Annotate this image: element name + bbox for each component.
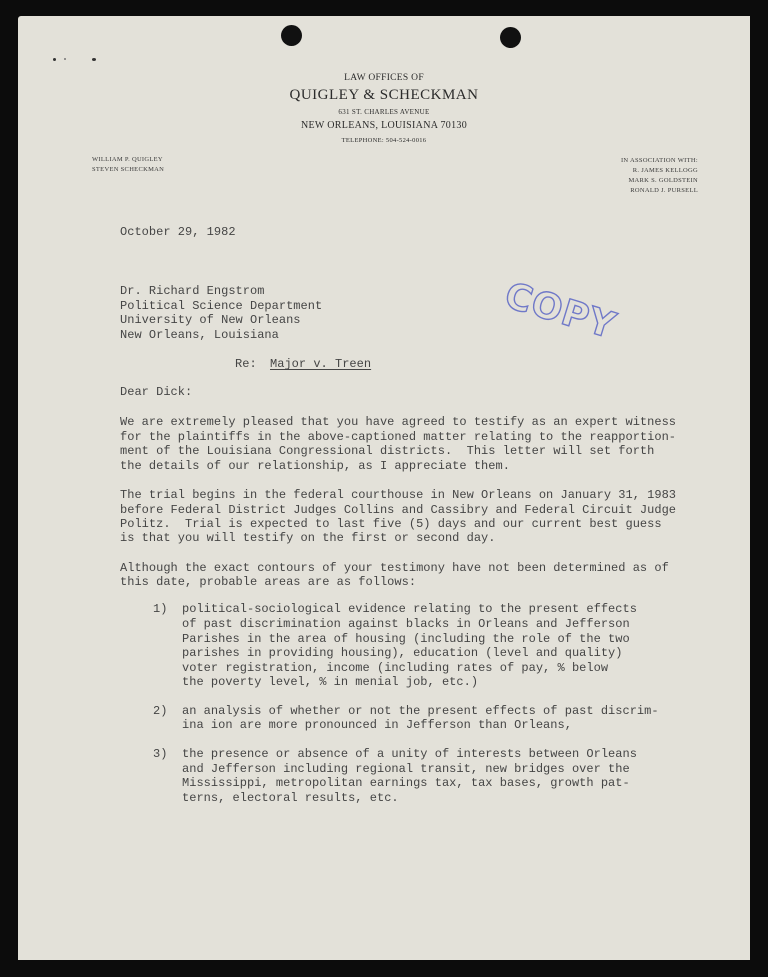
- list-line: ina ion are more pronounced in Jefferson than Orleans,: [182, 718, 572, 732]
- letterhead-line1: LAW OFFICES OF: [344, 73, 424, 83]
- paragraph-line: the details of our relationship, as I appreciate them.: [120, 459, 510, 473]
- paragraph-line: for the plaintiffs in the above-captioned matter relating to the reapportion-: [120, 430, 677, 444]
- association-list: [608, 156, 698, 196]
- paragraph-line: Politz. Trial is expected to last five (5) days and our current best guess: [120, 517, 662, 531]
- partner-list: [92, 155, 164, 175]
- recipient-line: Political Science Department: [120, 299, 323, 313]
- list-line: an analysis of whether or not the present effects of past discrim-: [182, 704, 659, 718]
- stray-mark: [92, 58, 96, 61]
- list-line: Parishes in the area of housing (including the role of the two: [182, 632, 630, 646]
- associate-name: RONALD J. PURSELL: [630, 187, 698, 194]
- firm-street: 631 ST. CHARLES AVENUE: [338, 108, 430, 116]
- recipient-line: University of New Orleans: [120, 313, 301, 327]
- letter-date: October 29, 1982: [120, 225, 236, 239]
- partner-name: STEVEN SCHECKMAN: [92, 166, 165, 173]
- paragraph-line: is that you will testify on the first or second day.: [120, 531, 496, 545]
- paragraph-line: this date, probable areas are as follows:: [120, 575, 417, 589]
- list-number: 1): [153, 602, 168, 616]
- punch-hole-right: [500, 27, 521, 48]
- recipient-line: New Orleans, Louisiana: [120, 328, 279, 342]
- associate-name: R. JAMES KELLOGG: [632, 167, 698, 174]
- paragraph-line: Although the exact contours of your testimony have not been determined as of: [120, 561, 669, 575]
- firm-city: NEW ORLEANS, LOUISIANA 70130: [301, 120, 467, 131]
- paragraph-line: We are extremely pleased that you have agreed to testify as an expert witness: [120, 415, 677, 429]
- stray-mark: [64, 58, 66, 60]
- stray-mark: [53, 58, 56, 61]
- re-subject: Major v. Treen: [270, 357, 372, 371]
- firm-name: QUIGLEY & SCHECKMAN: [289, 87, 479, 103]
- list-line: the poverty level, % in menial job, etc.): [182, 675, 479, 689]
- association-heading: IN ASSOCIATION WITH:: [620, 157, 698, 164]
- list-number: 3): [153, 747, 168, 761]
- list-line: of past discrimination against blacks in Orleans and Jefferson: [182, 617, 630, 631]
- paragraph-line: ment of the Louisiana Congressional districts. This letter will set forth: [120, 444, 655, 458]
- list-line: terns, electoral results, etc.: [182, 791, 399, 805]
- list-line: and Jefferson including regional transit, new bridges over the: [182, 762, 630, 776]
- firm-telephone: TELEPHONE: 504-524-0016: [341, 137, 427, 144]
- copy-stamp: COPY: [500, 275, 621, 348]
- paragraph-line: before Federal District Judges Collins and Cassibry and Federal Circuit Judge: [120, 503, 677, 517]
- associate-name: MARK S. GOLDSTEIN: [628, 177, 698, 184]
- list-number: 2): [153, 704, 168, 718]
- list-line: voter registration, income (including rates of pay, % below: [182, 661, 609, 675]
- partner-name: WILLIAM P. QUIGLEY: [92, 156, 163, 163]
- punch-hole-left: [281, 25, 302, 46]
- list-line: political-sociological evidence relating to the present effects: [182, 602, 637, 616]
- salutation: Dear Dick:: [120, 385, 193, 399]
- list-line: the presence or absence of a unity of interests between Orleans: [182, 747, 637, 761]
- re-label: Re:: [235, 357, 257, 371]
- recipient-line: Dr. Richard Engstrom: [120, 284, 265, 298]
- paragraph-line: The trial begins in the federal courthouse in New Orleans on January 31, 1983: [120, 488, 677, 502]
- list-line: Mississippi, metropolitan earnings tax, tax bases, growth pat-: [182, 776, 630, 790]
- list-line: parishes in providing housing), education (level and quality): [182, 646, 623, 660]
